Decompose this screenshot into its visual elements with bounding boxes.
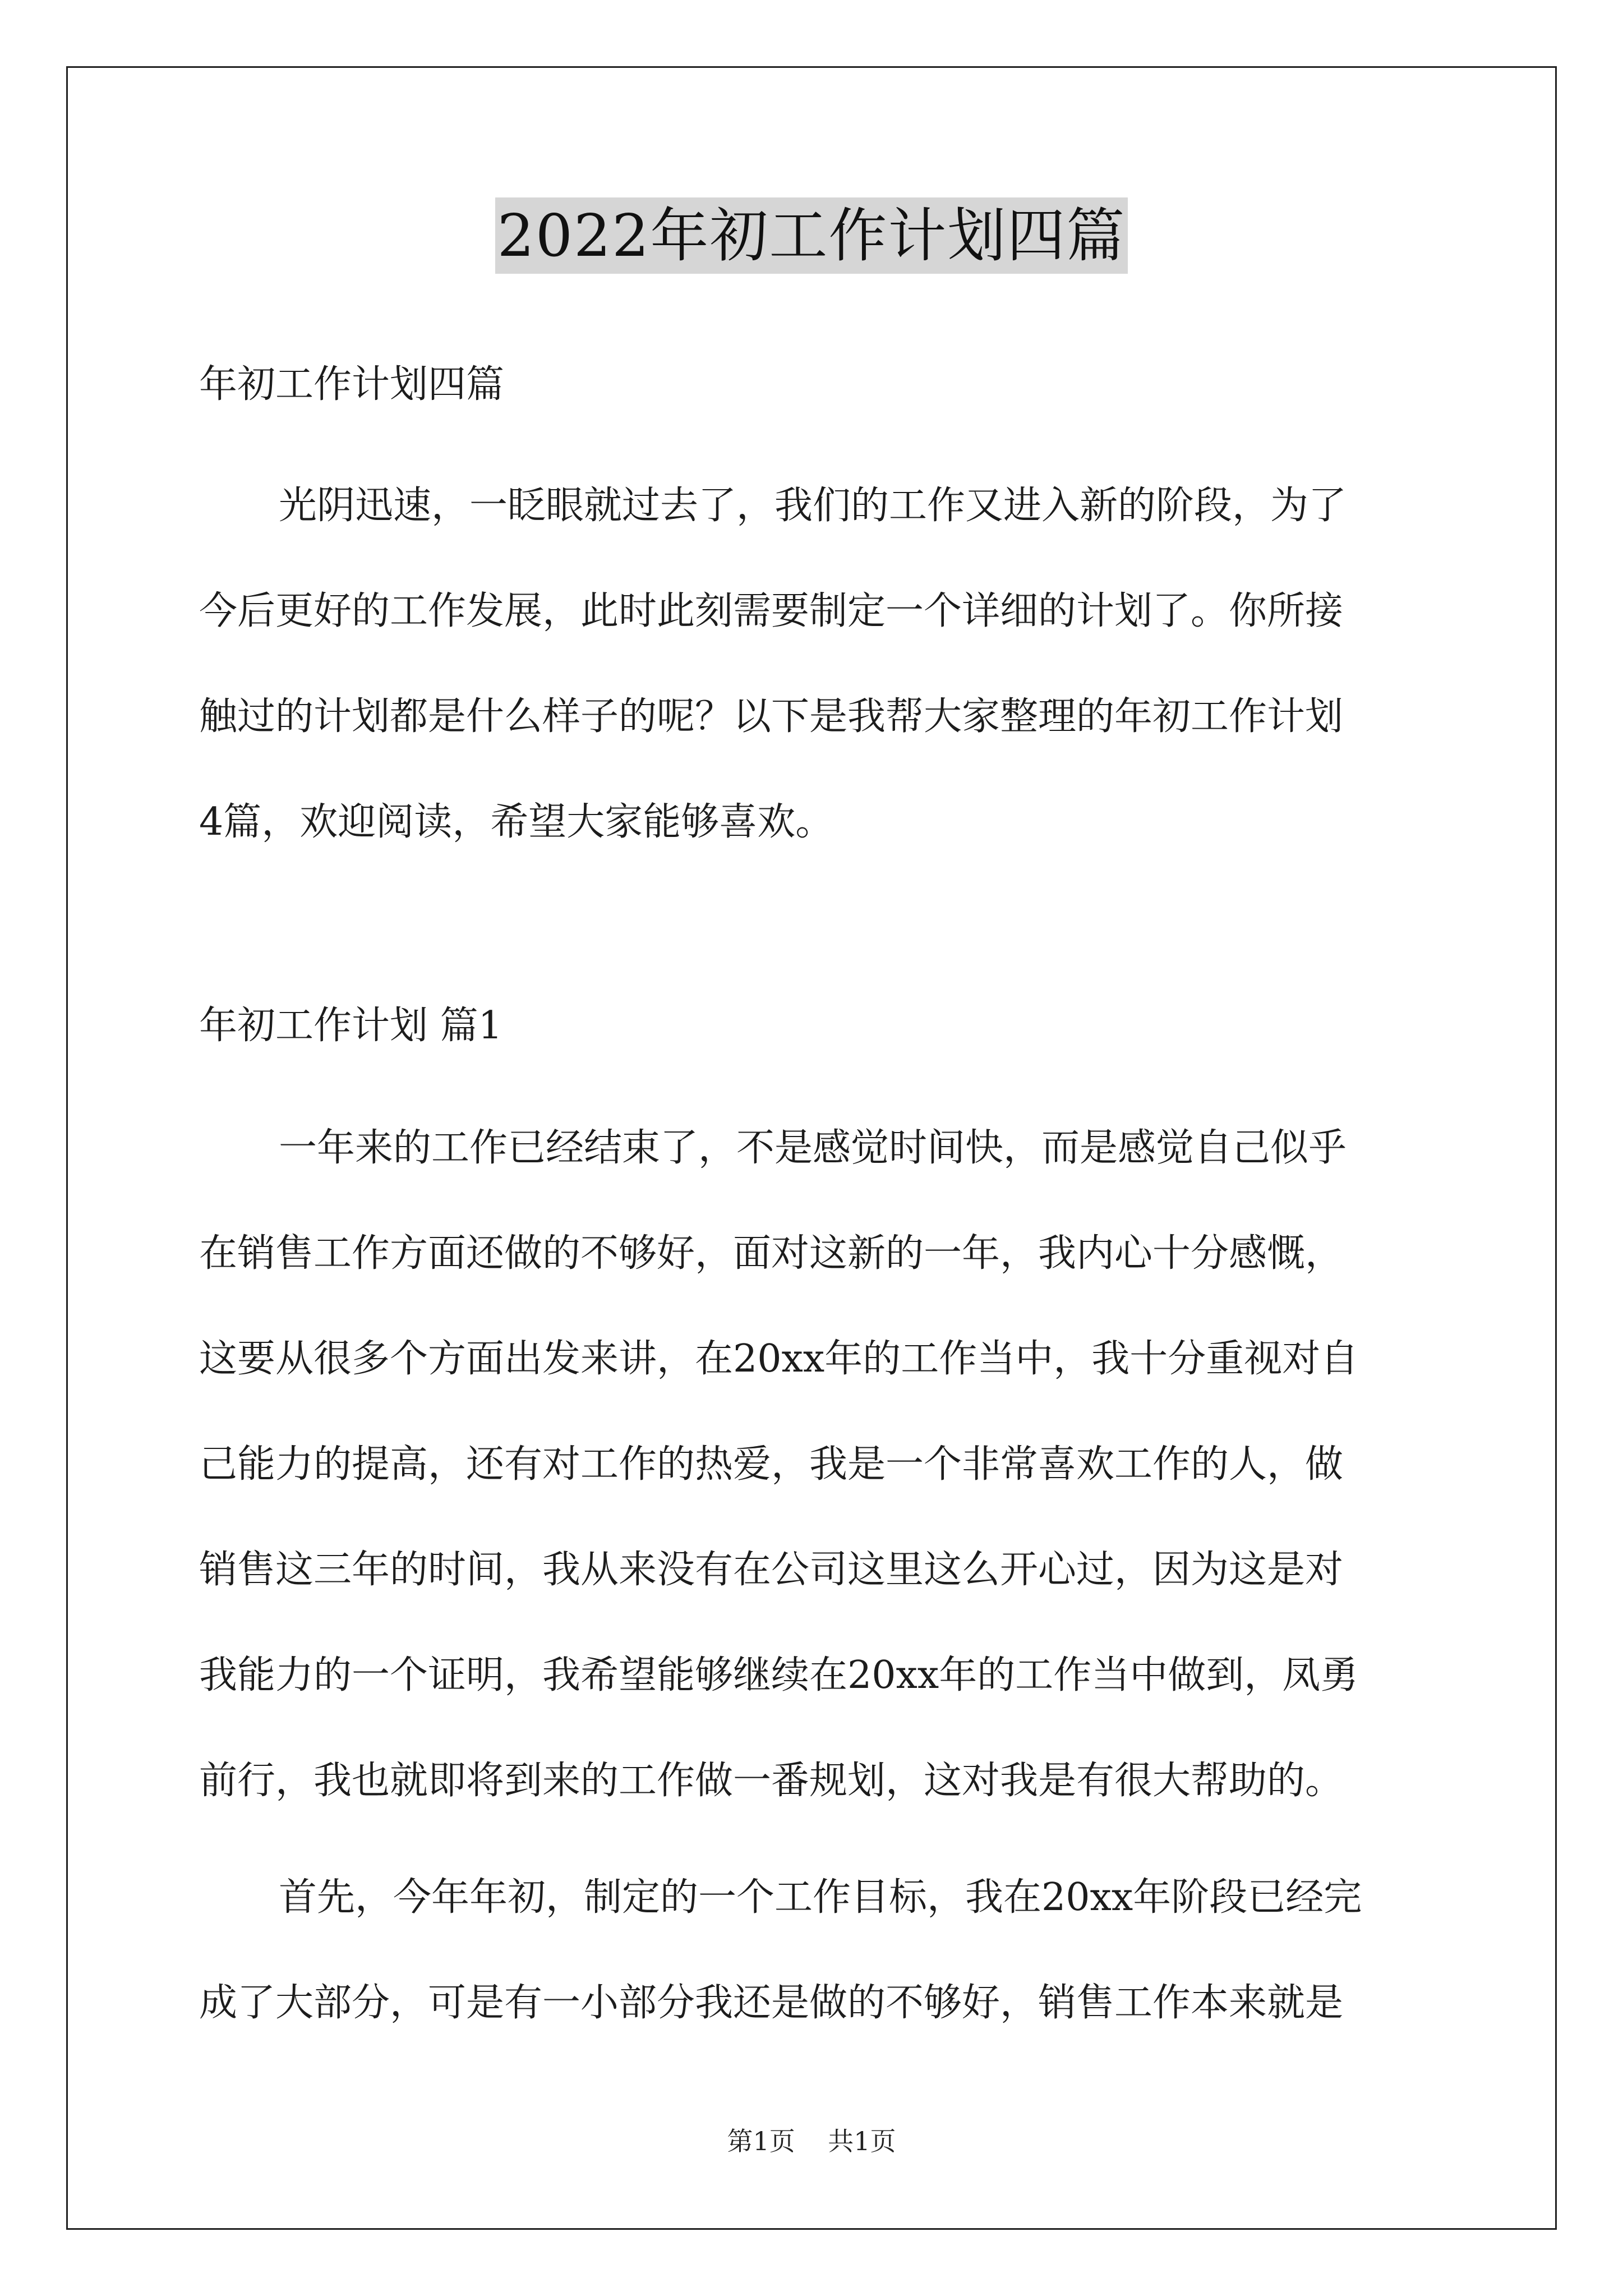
paragraph-line: 成了大部分，可是有一小部分我还是做的不够好，销售工作本来就是 — [199, 1981, 1344, 2025]
paragraph-line: 我能力的一个证明，我希望能够继续在20xx年的工作当中做到，凤勇 — [199, 1653, 1359, 1697]
paragraph-line: 这要从很多个方面出发来讲，在20xx年的工作当中，我十分重视对自 — [199, 1337, 1359, 1381]
paragraph-line: 一年来的工作已经结束了，不是感觉时间快，而是感觉自己似乎 — [279, 1126, 1347, 1170]
paragraph-line: 销售这三年的时间，我从来没有在公司这里这么开心过，因为这是对 — [199, 1548, 1344, 1592]
intro-line: 光阴迅速，一眨眼就过去了，我们的工作又进入新的阶段，为了 — [279, 484, 1347, 528]
paragraph-line: 己能力的提高，还有对工作的热爱，我是一个非常喜欢工作的人，做 — [199, 1442, 1344, 1487]
intro-line: 触过的计划都是什么样子的呢？以下是我帮大家整理的年初工作计划 — [199, 694, 1344, 739]
title-block — [0, 197, 1623, 274]
intro-line: 今后更好的工作发展，此时此刻需要制定一个详细的计划了。你所接 — [199, 589, 1344, 633]
page-total: 共1页 — [828, 2126, 896, 2156]
document-title: 2022年初工作计划四篇 — [495, 197, 1128, 274]
document-subtitle: 年初工作计划四篇 — [199, 362, 505, 407]
paragraph-line: 首先，今年年初，制定的一个工作目标，我在20xx年阶段已经完 — [279, 1875, 1362, 1920]
intro-line: 4篇，欢迎阅读，希望大家能够喜欢。 — [199, 800, 834, 844]
page-footer — [0, 2124, 1623, 2158]
section-heading: 年初工作计划 篇1 — [199, 1004, 502, 1048]
paragraph-line: 在销售工作方面还做的不够好，面对这新的一年，我内心十分感慨， — [199, 1231, 1344, 1276]
paragraph-line: 前行，我也就即将到来的工作做一番规划，这对我是有很大帮助的。 — [199, 1759, 1344, 1803]
page-number: 第1页 — [727, 2126, 795, 2156]
